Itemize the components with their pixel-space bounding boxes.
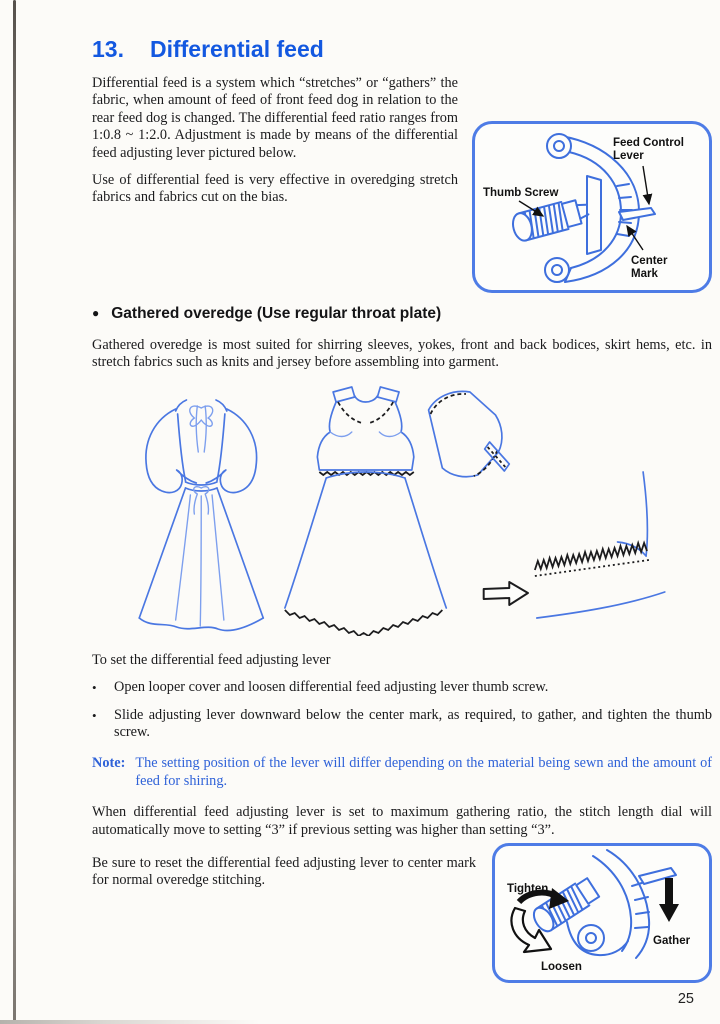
section-title: Differential feed	[149, 36, 324, 62]
gathered-overedge-body: Gathered overedge is most suited for shirring sleeves, yokes, front and back bodices, skirt hems, etc. in stretch fabrics such as knits and jersey before assembling into garment.	[92, 337, 712, 371]
lever-adjust-diagram	[495, 846, 709, 980]
skirt-piece-drawing	[285, 472, 446, 636]
closing-paragraph-2: Be sure to reset the differential feed adjusting lever to center mark for normal overedge stitching.	[92, 855, 476, 889]
figure1-center-mark-label-line1: Center	[631, 255, 668, 267]
figure1-feed-control-label-line1: Feed Control	[613, 137, 684, 149]
closing-paragraph-1: When differential feed adjusting lever is set to maximum gathering ratio, the stitch length dial will automatically move to setting “3” if previous setting was higher than setting “3”.	[92, 804, 712, 838]
scan-gutter-edge	[0, 0, 24, 1024]
figure1-feed-control-label-line2: Lever	[613, 150, 644, 162]
figure2-loosen-label: Loosen	[541, 961, 582, 974]
section-number: 13.	[92, 36, 124, 62]
gathered-edge-closeup	[535, 472, 665, 618]
page-number: 25	[677, 991, 694, 1007]
figure1-center-mark-label-line2: Mark	[631, 268, 658, 280]
intro-paragraph-1: Differential feed is a system which “stretches” or “gathers” the fabric, when amount of feed of front feed dog in relation to the rear feed dog is changed. The differential feed ratio ranges from 1:0.8 ~ 1:2.0. Adjustment is made by means of the differential feed adjusting lever pictured below.	[92, 75, 458, 161]
intro-paragraph-2: Use of differential feed is very effective in overedging stretch fabrics and fabrics cut on the bias.	[92, 172, 458, 206]
dress-drawing	[139, 400, 263, 631]
gathered-overedge-heading: ● Gathered overedge (Use regular throat plate)	[92, 305, 442, 322]
figure1-thumb-screw-label: Thumb Screw	[483, 187, 559, 199]
scan-binding-line	[13, 0, 16, 1024]
garment-illustration	[92, 380, 712, 636]
page-title	[92, 36, 712, 63]
sleeve-piece-drawing	[429, 391, 510, 476]
feed-control-pointer-arrow-icon	[643, 166, 649, 204]
figure2-gather-label: Gather	[653, 935, 691, 948]
instruction-item: • Open looper cover and loosen differential feed adjusting lever thumb screw.	[92, 679, 712, 696]
bullet-icon: •	[92, 707, 97, 723]
gather-arrow-icon	[659, 878, 679, 922]
figure2-tighten-label: Tighten	[507, 883, 549, 896]
garment-illustration-svg	[92, 380, 712, 636]
heading-bullet: ●	[92, 306, 100, 320]
instructions-intro: To set the differential feed adjusting lever	[92, 651, 331, 668]
scan-bottom-edge	[0, 1020, 260, 1024]
right-arrow-icon	[484, 582, 528, 605]
differential-feed-lever-diagram	[475, 124, 709, 290]
note-text: The setting position of the lever will differ depending on the material being sewn and the amount of feed for shiring.	[135, 755, 712, 789]
note-label: Note:	[92, 755, 126, 772]
bodice-piece-drawing	[317, 387, 413, 475]
instruction-item: • Slide adjusting lever downward below the center mark, as required, to gather, and tighten the thumb screw.	[92, 707, 712, 742]
note-block	[92, 755, 712, 790]
bullet-icon: •	[92, 680, 97, 696]
figure-tighten-loosen-gather	[492, 843, 712, 983]
figure-differential-feed-lever	[472, 121, 712, 293]
